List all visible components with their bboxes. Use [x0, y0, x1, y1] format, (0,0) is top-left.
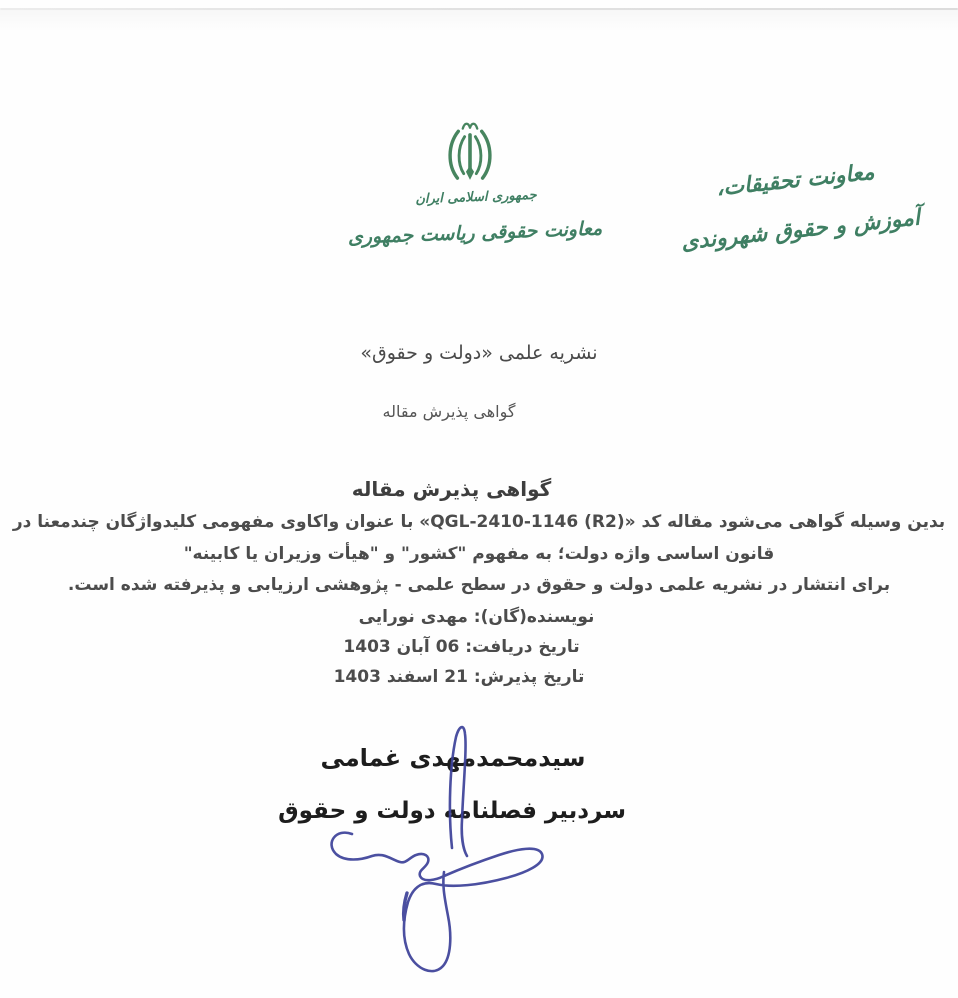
certificate-heading: گواهی پذیرش مقاله	[351, 477, 552, 501]
deputy-line1: معاونت تحقیقات،	[715, 159, 876, 202]
accepted-date-line: تاریخ پذیرش: 21 اسفند 1403	[333, 667, 585, 687]
top-divider-shadow	[0, 10, 958, 32]
journal-title: نشریه علمی «دولت و حقوق»	[360, 342, 598, 364]
emblem-caption-line1: جمهوری اسلامی ایران	[415, 187, 537, 208]
author-line: نویسنده(گان): مهدی نورایی	[358, 607, 595, 627]
signer-role: سردبیر فصلنامه دولت و حقوق	[278, 798, 626, 824]
deputy-header-block	[644, 141, 953, 272]
signer-name: سیدمحمدمهدی غمامی	[320, 744, 586, 772]
deputy-line2: آموزش و حقوق شهروندی	[680, 205, 922, 256]
certificate-label: گواهی پذیرش مقاله	[382, 402, 516, 421]
emblem-caption-line2: معاونت حقوقی ریاست جمهوری	[347, 217, 603, 249]
certificate-body-line3: برای انتشار در نشریه علمی دولت و حقوق در سطح علمی - پژوهشی ارزیابی و پذیرفته شده است.	[67, 575, 891, 595]
certificate-body-line2: قانون اساسی واژه دولت؛ به مفهوم "کشور" و "هیأت وزیران یا کابینه"	[183, 544, 775, 564]
handwritten-signature	[318, 710, 570, 988]
iran-emblem-icon	[443, 120, 497, 184]
received-date-line: تاریخ دریافت: 06 آبان 1403	[343, 637, 580, 657]
certificate-body-line1: بدین وسیله گواهی می‌شود مقاله کد «QGL-2410-1146 (R2)» با عنوان واکاوی مفهومی کلیدواژگان چندمعنا در	[12, 512, 946, 532]
